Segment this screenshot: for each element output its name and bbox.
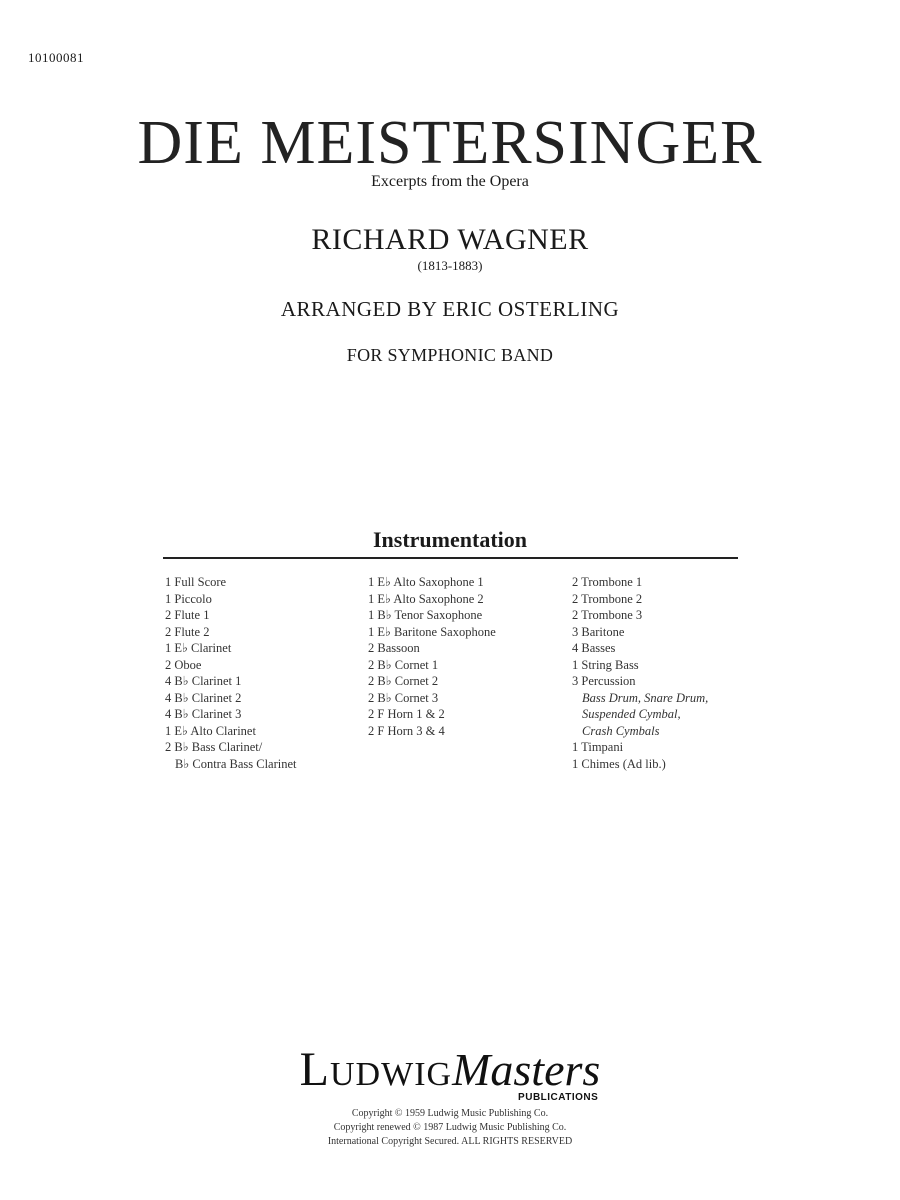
instrument-item: 3 Percussion (572, 674, 636, 688)
subtitle: Excerpts from the Opera (371, 173, 529, 190)
instrument-item: 1 E♭ Baritone Saxophone (368, 624, 496, 639)
instrument-item: 2 Trombone 1 (572, 575, 643, 589)
instrument-item: Crash Cymbals (582, 723, 660, 738)
instrument-item: 2 B♭ Cornet 2 (368, 674, 439, 688)
instrument-item: 4 B♭ Clarinet 1 (165, 674, 242, 688)
instrument-column-1 (165, 574, 297, 772)
instrumentation-heading: Instrumentation (372, 527, 527, 552)
catalog-number: 10100081 (28, 50, 84, 65)
instrument-item: Bass Drum, Snare Drum, (582, 690, 709, 705)
copyright-line: International Copyright Secured. ALL RIGHTS RESERVED (327, 1136, 573, 1147)
ensemble-label: FOR SYMPHONIC BAND (346, 345, 554, 365)
instrument-item: 2 Oboe (165, 657, 202, 672)
instrument-item: B♭ Contra Bass Clarinet (175, 756, 297, 771)
instrument-item: 2 Trombone 3 (572, 608, 643, 622)
instrument-item: 2 Flute 2 (165, 624, 210, 639)
instrument-item: 2 Bassoon (368, 641, 420, 655)
instrument-item: 2 Trombone 2 (572, 591, 643, 606)
instrument-item: 1 B♭ Tenor Saxophone (368, 608, 483, 622)
instrument-item: 2 B♭ Bass Clarinet/ (165, 740, 263, 754)
instrument-item: 1 String Bass (572, 657, 639, 672)
instrument-item: 1 E♭ Alto Saxophone 2 (368, 591, 484, 606)
copyright-notice (0, 1107, 900, 1149)
instrument-item: 1 E♭ Alto Saxophone 1 (368, 575, 484, 589)
instrument-item: Suspended Cymbal, (582, 707, 681, 721)
publisher-logo (0, 1042, 900, 1103)
instrument-item: 4 B♭ Clarinet 2 (165, 690, 242, 705)
publisher-logo-word1: Ludwig (299, 1043, 453, 1096)
copyright-line: Copyright renewed © 1987 Ludwig Music Publishing Co. (333, 1122, 567, 1133)
arranger-credit: ARRANGED BY ERIC OSTERLING (280, 297, 620, 321)
instrument-column-2 (368, 574, 496, 739)
composer-name: RICHARD WAGNER (311, 223, 589, 256)
publisher-logo-sub: PUBLICATIONS (518, 1092, 599, 1103)
instrument-item: 1 Full Score (165, 575, 227, 589)
instrument-item: 1 Piccolo (165, 591, 212, 606)
instrument-item: 2 F Horn 1 & 2 (368, 707, 445, 721)
instrument-item: 1 E♭ Clarinet (165, 641, 232, 655)
instrument-item: 4 Basses (572, 641, 616, 655)
instrument-item: 1 Timpani (572, 740, 624, 754)
instrument-column-3 (572, 574, 708, 772)
page-title: DIE MEISTERSINGER (137, 109, 763, 177)
instrument-item: 1 Chimes (Ad lib.) (572, 756, 666, 771)
copyright-line: Copyright © 1959 Ludwig Music Publishing Co. (351, 1108, 549, 1119)
instrument-item: 3 Baritone (572, 624, 625, 639)
composer-dates: (1813-1883) (417, 258, 483, 273)
instrument-item: 4 B♭ Clarinet 3 (165, 707, 242, 721)
instrument-item: 2 Flute 1 (165, 608, 210, 622)
instrument-item: 2 F Horn 3 & 4 (368, 723, 445, 738)
instrument-item: 2 B♭ Cornet 1 (368, 657, 439, 672)
instrument-item: 1 E♭ Alto Clarinet (165, 723, 256, 738)
publisher-logo-word2: Masters (452, 1044, 601, 1095)
instrument-item: 2 B♭ Cornet 3 (368, 690, 439, 705)
heading-divider (163, 557, 738, 559)
